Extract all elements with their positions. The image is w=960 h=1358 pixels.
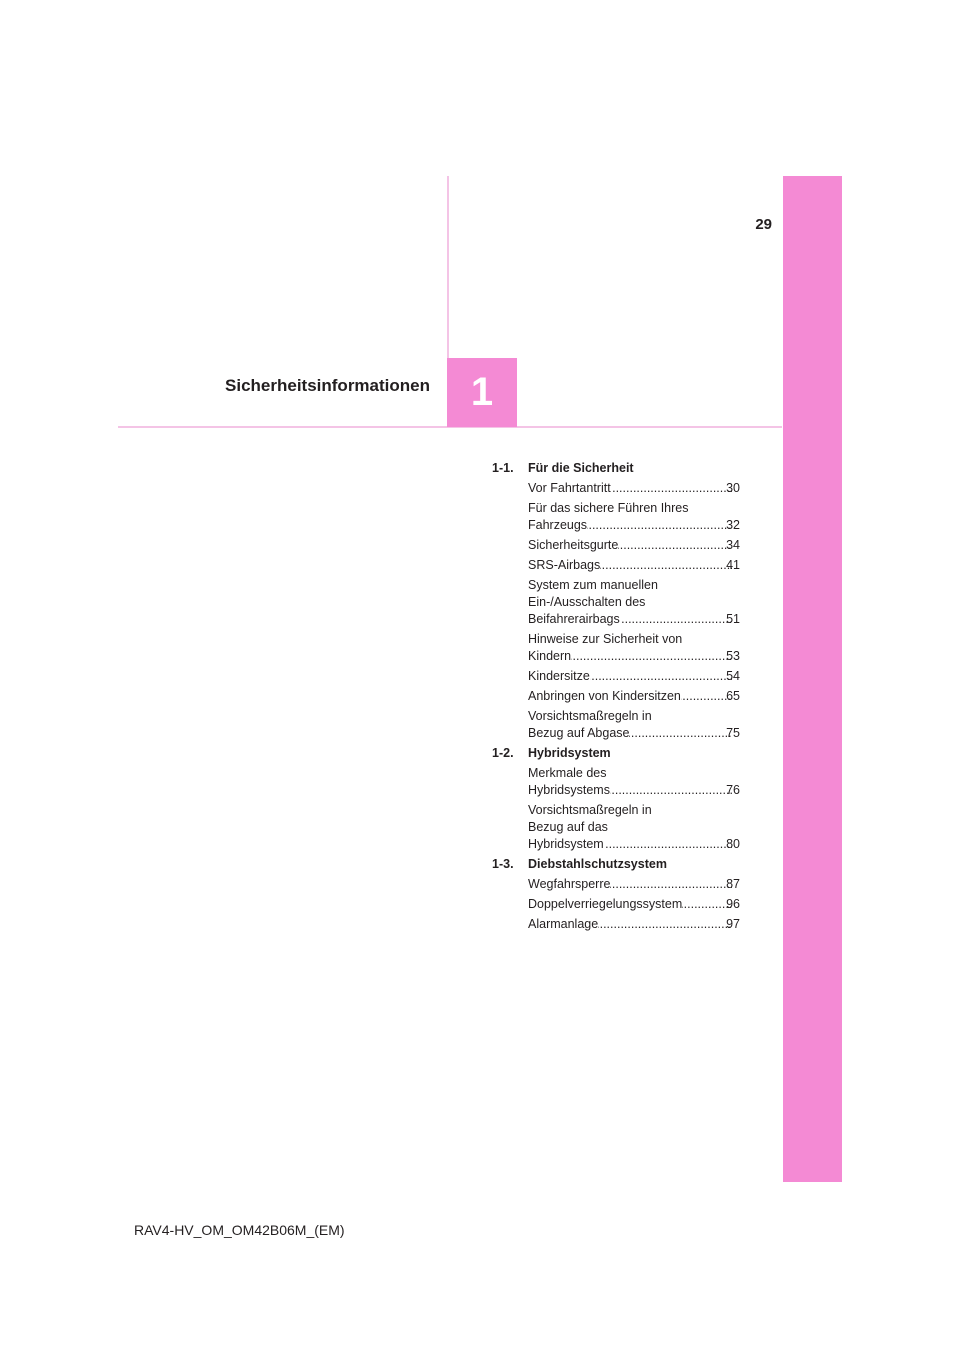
toc-section-number: 1-1. [492,461,514,475]
toc-section-title: Diebstahlschutzsystem [528,857,667,871]
toc-entry-leader-line [528,557,740,574]
toc-entry-title-line: Vorsichtsmaßregeln in [528,803,652,817]
toc-entry-title-line: SRS-Airbags [528,558,601,572]
toc-entry[interactable] [528,896,740,913]
toc-entry-page: 54 [726,669,740,683]
toc-entry-page: 65 [726,689,740,703]
toc-entry-title-line: Beifahrerairbags [528,612,620,626]
toc-entry-leader-line [528,896,740,913]
chapter-number: 1 [470,370,494,414]
toc-entry-page: 75 [726,726,740,740]
toc-entry-title-line: Vorsichtsmaßregeln in [528,709,652,723]
toc-entry-page: 41 [726,558,740,572]
chapter-title: Sicherheitsinformationen [225,376,430,395]
vertical-divider [447,176,449,359]
toc-entry-title-line: Bezug auf das [528,820,608,834]
dot-leader [604,836,732,853]
toc-entry-leader-line [528,876,740,893]
toc-entry-leader-line [528,517,740,534]
toc-entry-page: 53 [726,649,740,663]
dot-leader [620,611,732,628]
toc-entry-leader-line [528,480,740,497]
toc-entry-page: 87 [726,877,740,891]
dot-leader [618,537,732,554]
toc-entry-leader-line [528,611,740,628]
toc-entry-page: 80 [726,837,740,851]
footer-code: RAV4-HV_OM_OM42B06M_(EM) [134,1222,345,1238]
toc-entry-leader-line [528,537,740,554]
toc-entry-page: 30 [726,481,740,495]
toc-entry-page: 51 [726,612,740,626]
toc-entry[interactable] [528,500,740,534]
toc-entry-leader-line [528,782,740,799]
toc-section [492,460,740,742]
dot-leader [598,916,732,933]
toc-entry[interactable] [528,537,740,554]
toc-entry-title-line: Ein-/Ausschalten des [528,595,646,609]
dot-leader [571,648,732,665]
toc-entry-leader-line [528,648,740,665]
dot-leader [611,480,732,497]
dot-leader [682,896,732,913]
toc-entry[interactable] [528,480,740,497]
toc-entry-title-line: Sicherheitsgurte [528,538,619,552]
toc-entry-title-line: Vor Fahrtantritt [528,481,611,495]
toc-entry[interactable] [528,688,740,705]
toc-entry-title-line: Kindern [528,649,572,663]
toc-entry-title-line: Merkmale des [528,766,607,780]
chapter-number-box [447,358,517,427]
toc-entry[interactable] [528,708,740,742]
toc-entry[interactable] [528,668,740,685]
toc-entry-title-line: Für das sichere Führen Ihres [528,501,689,515]
dot-leader [600,557,732,574]
toc-entry[interactable] [528,557,740,574]
toc-entry-title-line: Wegfahrsperre [528,877,611,891]
toc-section-heading[interactable] [492,745,740,762]
dot-leader [610,876,732,893]
toc-section-heading[interactable] [492,856,740,873]
table-of-contents [492,460,740,936]
toc-section [492,745,740,853]
toc-entry-page: 96 [726,897,740,911]
toc-entry[interactable] [528,765,740,799]
toc-entry[interactable] [528,802,740,853]
toc-entry-title-line: Kindersitze [528,669,590,683]
toc-entry-title-line: Hinweise zur Sicherheit von [528,632,683,646]
toc-entry[interactable] [528,577,740,628]
toc-section-number: 1-3. [492,857,514,871]
toc-entry-title-line: Hybridsystem [528,837,604,851]
toc-entry-title-line: Doppelverriegelungssystem [528,897,683,911]
toc-section-heading[interactable] [492,460,740,477]
toc-entry-page: 76 [726,783,740,797]
toc-entry-leader-line [528,836,740,853]
toc-section [492,856,740,933]
toc-entry[interactable] [528,916,740,933]
toc-entry[interactable] [528,876,740,893]
toc-entry-leader-line [528,916,740,933]
toc-entry-page: 34 [726,538,740,552]
toc-entry-title-line: Hybridsystems [528,783,610,797]
toc-entry-leader-line [528,668,740,685]
toc-entry-leader-line [528,725,740,742]
page-number: 29 [755,216,772,233]
toc-entry-title-line: Anbringen von Kindersitzen [528,689,681,703]
dot-leader [681,688,732,705]
toc-entry-title-line: Bezug auf Abgase [528,726,630,740]
toc-entry-page: 97 [726,917,740,931]
dot-leader [587,517,732,534]
toc-section-title: Für die Sicherheit [528,461,634,475]
toc-entry[interactable] [528,631,740,665]
toc-entry-leader-line [528,688,740,705]
dot-leader [590,668,732,685]
toc-section-title: Hybridsystem [528,746,611,760]
toc-section-number: 1-2. [492,746,514,760]
dot-leader [629,725,732,742]
toc-entry-title-line: System zum manuellen [528,578,658,592]
toc-entry-page: 32 [726,518,740,532]
chapter-thumb-tab [783,176,842,1182]
toc-entry-title-line: Alarmanlage [528,917,599,931]
toc-entry-title-line: Fahrzeugs [528,518,588,532]
dot-leader [610,782,732,799]
